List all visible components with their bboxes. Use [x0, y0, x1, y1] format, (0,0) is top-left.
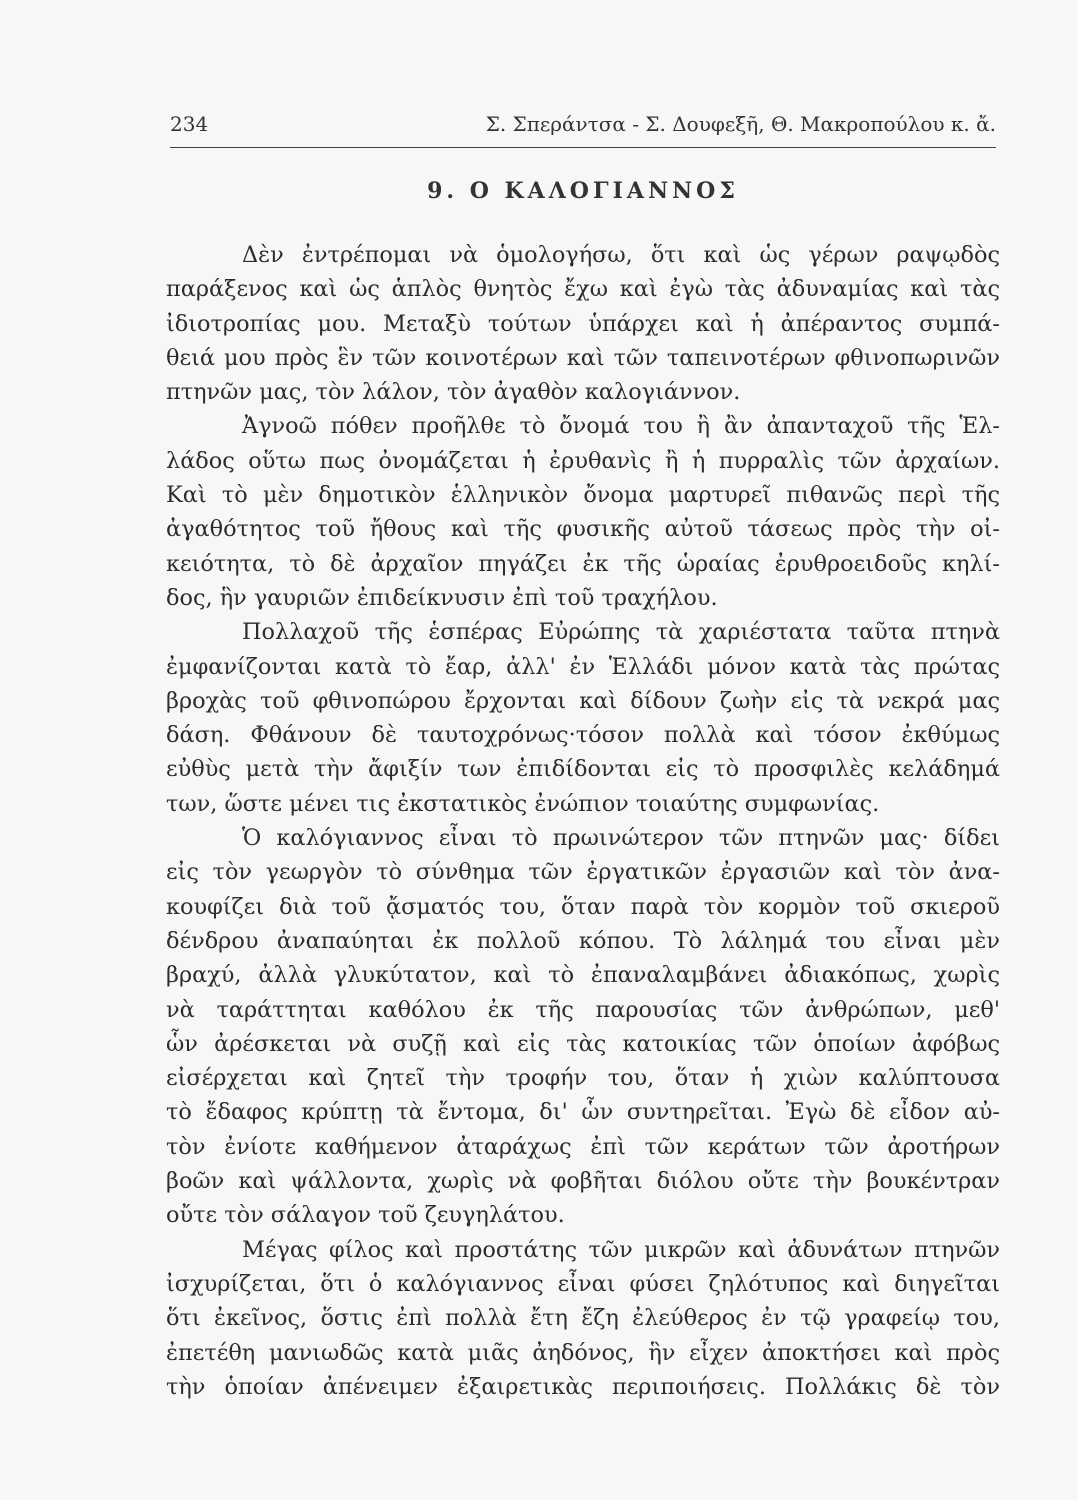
- text-line: ὧν ἀρέσκεται νὰ συζῇ καὶ εἰς τὰς κατοικίας τῶν ὁποίων ἀφόβως: [166, 1030, 1000, 1057]
- text-line: δένδρου ἀναπαύηται ἐκ πολλοῦ κόπου. Τὸ λάλημά του εἶναι μὲν: [166, 927, 1000, 954]
- text-line: τὴν ὁποίαν ἀπένειμεν ἐξαιρετικὰς περιποιήσεις. Πολλάκις δὲ τὸν: [166, 1373, 1000, 1400]
- text-line: βροχὰς τοῦ φθινοπώρου ἔρχονται καὶ δίδουν ζωὴν εἰς τὰ νεκρά μας: [166, 687, 1000, 714]
- page-number: 234: [170, 112, 209, 136]
- text-line: των, ὥστε μένει τις ἐκστατικὸς ἐνώπιον τοιαύτης συμφωνίας.: [166, 790, 880, 817]
- text-line: ὅτι ἐκεῖνος, ὅστις ἐπὶ πολλὰ ἔτη ἔζη ἐλεύθερος ἐν τῷ γραφείῳ του,: [166, 1305, 1000, 1332]
- running-header: [170, 112, 996, 136]
- body-text: [166, 238, 1000, 1404]
- text-line: θειά μου πρὸς ἓν τῶν κοινοτέρων καὶ τῶν ταπεινοτέρων φθινοπωρινῶν: [166, 344, 1000, 371]
- text-line: βοῶν καὶ ψάλλοντα, χωρὶς νὰ φοβῆται διόλου οὔτε τὴν βουκέντραν: [166, 1168, 1000, 1195]
- text-line: κειότητα, τὸ δὲ ἀρχαῖον πηγάζει ἐκ τῆς ὡραίας ἐρυθροειδοῦς κηλί-: [166, 550, 1000, 577]
- text-line: ἰδιοτροπίας μου. Μεταξὺ τούτων ὑπάρχει καὶ ἡ ἀπέραντος συμπά-: [166, 310, 1000, 337]
- text-line: δος, ἣν γαυριῶν ἐπιδείκνυσιν ἐπὶ τοῦ τραχήλου.: [166, 584, 718, 611]
- text-line: Μέγας φίλος καὶ προστάτης τῶν μικρῶν καὶ ἀδυνάτων πτηνῶν: [242, 1236, 1000, 1263]
- text-line: λάδος οὕτω πως ὀνομάζεται ἡ ἐρυθανὶς ἢ ἡ πυρραλὶς τῶν ἀρχαίων.: [166, 447, 1000, 474]
- chapter-title: 9. Ο ΚΑΛΟΓΙΑΝΝΟΣ: [427, 178, 739, 204]
- text-line: Δὲν ἐντρέπομαι νὰ ὁμολογήσω, ὅτι καὶ ὡς γέρων ραψῳδὸς: [242, 242, 1000, 268]
- text-line: κουφίζει διὰ τοῦ ᾄσματός του, ὅταν παρὰ τὸν κορμὸν τοῦ σκιεροῦ: [166, 893, 1000, 920]
- text-line: ἐπετέθη μανιωδῶς κατὰ μιᾶς ἀηδόνος, ἣν εἶχεν ἀποκτήσει καὶ πρὸς: [166, 1339, 1000, 1366]
- text-line: ἰσχυρίζεται, ὅτι ὁ καλόγιαννος εἶναι φύσει ζηλότυπος καὶ διηγεῖται: [166, 1270, 1000, 1297]
- text-line: εὐθὺς μετὰ τὴν ἄφιξίν των ἐπιδίδονται εἰς τὸ προσφιλὲς κελάδημά: [166, 756, 1000, 783]
- text-line: εἰς τὸν γεωργὸν τὸ σύνθημα τῶν ἐργατικῶν ἐργασιῶν καὶ τὸν ἀνα-: [166, 859, 1000, 886]
- text-line: δάση. Φθάνουν δὲ ταυτοχρόνως·τόσον πολλὰ καὶ τόσον ἐκθύμως: [166, 722, 1000, 749]
- text-line: ἀγαθότητος τοῦ ἤθους καὶ τῆς φυσικῆς αὐτοῦ τάσεως πρὸς τὴν οἰ-: [166, 516, 1000, 543]
- text-line: πτηνῶν μας, τὸν λάλον, τὸν ἀγαθὸν καλογιάννον.: [166, 379, 741, 406]
- text-line: εἰσέρχεται καὶ ζητεῖ τὴν τροφήν του, ὅταν ἡ χιὼν καλύπτουσα: [166, 1065, 1000, 1092]
- text-line: Πολλαχοῦ τῆς ἑσπέρας Εὐρώπης τὰ χαριέστατα ταῦτα πτηνὰ: [242, 619, 1000, 646]
- text-line: νὰ ταράττηται καθόλου ἐκ τῆς παρουσίας τῶν ἀνθρώπων, μεθ': [166, 996, 1000, 1023]
- text-line: οὔτε τὸν σάλαγον τοῦ ζευγηλάτου.: [166, 1202, 565, 1229]
- text-line: Καὶ τὸ μὲν δημοτικὸν ἑλληνικὸν ὄνομα μαρτυρεῖ πιθανῶς περὶ τῆς: [166, 482, 1000, 509]
- text-line: παράξενος καὶ ὡς ἁπλὸς θνητὸς ἔχω καὶ ἐγὼ τὰς ἀδυναμίας καὶ τὰς: [166, 276, 1000, 303]
- header-rule: [170, 147, 996, 148]
- text-line: ἐμφανίζονται κατὰ τὸ ἔαρ, ἀλλ' ἐν Ἑλλάδι μόνον κατὰ τὰς πρώτας: [166, 653, 1000, 680]
- running-header-authors: Σ. Σπεράντσα - Σ. Δουφεξῆ, Θ. Μακροπούλου κ. ἄ.: [485, 112, 996, 136]
- text-line: Ἀγνοῶ πόθεν προῆλθε τὸ ὄνομά του ἢ ἂν ἀπανταχοῦ τῆς Ἑλ-: [242, 413, 1000, 440]
- text-line: Ὁ καλόγιαννος εἶναι τὸ πρωινώτερον τῶν πτηνῶν μας· δίδει: [242, 825, 1000, 852]
- text-line: τὸν ἐνίοτε καθήμενον ἀταράχως ἐπὶ τῶν κεράτων τῶν ἀροτήρων: [166, 1133, 1000, 1160]
- text-line: βραχύ, ἀλλὰ γλυκύτατον, καὶ τὸ ἐπαναλαμβάνει ἀδιακόπως, χωρὶς: [166, 962, 1000, 989]
- text-line: τὸ ἔδαφος κρύπτῃ τὰ ἔντομα, δι' ὧν συντηρεῖται. Ἐγὼ δὲ εἶδον αὐ-: [166, 1099, 1000, 1126]
